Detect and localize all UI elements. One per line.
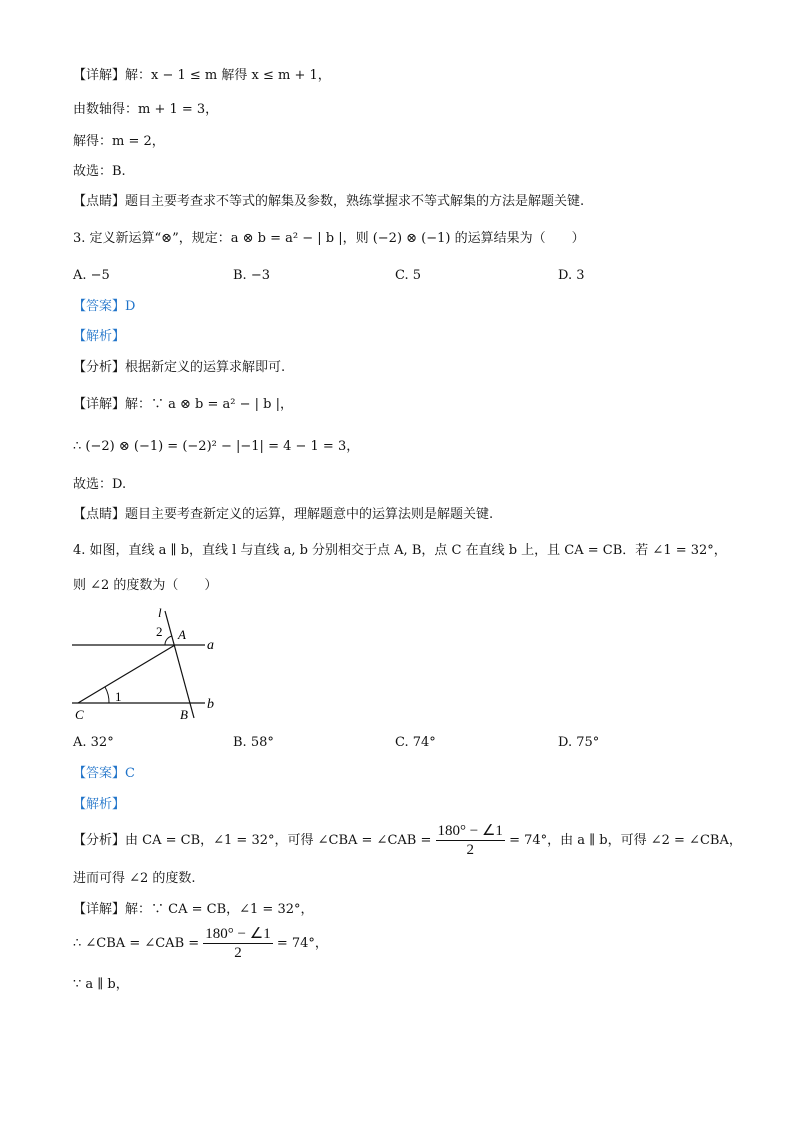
choice-line-3: 故选：D. [73,477,127,492]
detail-line-4: 【详解】解：∵ CA = CB，∠1 = 32°， [73,902,314,917]
parallel-line-4: ∵ a ∥ b， [73,977,129,992]
angle-1-arc [105,687,109,703]
label-1: 1 [115,689,122,704]
q4-option-a: A. 32° [73,735,114,750]
q4-option-b: B. 58° [233,735,274,750]
fraction-angle-2 [203,925,272,962]
label-b: b [207,697,214,712]
answer-tag-4: 【答案】C [73,766,135,781]
text-line-solve: 解得：m = 2， [73,134,165,149]
segment-ca [78,645,175,703]
q4-option-d: D. 75° [558,735,600,750]
question-4-cont: 则 ∠2 的度数为（ ） [73,578,218,593]
analysis-tag-4: 【解析】 [73,797,126,812]
analysis-line-4 [73,822,742,859]
text-line-choice: 故选：B. [73,164,126,179]
fraction-denominator: 2 [466,842,474,858]
compute-4-part2: = 74°， [276,936,328,951]
q3-option-b: B. −3 [233,268,270,283]
label-A: A [178,627,186,642]
angle-2-arc [165,636,172,645]
question-4: 4. 如图，直线 a ∥ b，直线 l 与直线 a, b 分别相交于点 A, B，点 C 在直线 b 上，且 CA = CB．若 ∠1 = 32°， [73,543,727,558]
answer-tag-3: 【答案】D [73,299,136,314]
compute-line-4 [73,925,328,962]
q3-option-a: A. −5 [73,268,110,283]
fraction-angle [436,822,505,859]
text-line-numberline: 由数轴得：m + 1 = 3， [73,102,219,117]
q3-option-c: C. 5 [395,268,422,283]
q4-option-c: C. 74° [395,735,436,750]
q3-option-d: D. 3 [558,268,585,283]
fraction-numerator: 180° − ∠1 [437,823,503,839]
question-3: 3. 定义新运算“⊗”，规定：a ⊗ b = a² − | b |，则 (−2) ⊗ (−1) 的运算结果为（ ） [73,231,585,246]
fraction-denominator-2: 2 [234,945,242,961]
analysis-line-4-cont: 进而可得 ∠2 的度数. [73,871,196,886]
analysis-tag-3: 【解析】 [73,329,126,344]
comment-line-1: 【点睛】题目主要考查求不等式的解集及参数，熟练掌握求不等式解集的方法是解题关键. [73,194,585,209]
analysis-4-part2: = 74°，由 a ∥ b，可得 ∠2 = ∠CBA， [509,833,742,848]
compute-4-part1: ∴ ∠CBA = ∠CAB = [73,936,200,951]
detail-line-1: 【详解】解：x − 1 ≤ m 解得 x ≤ m + 1， [73,68,331,83]
detail-line-3: 【详解】解：∵ a ⊗ b = a² − | b |， [73,397,293,412]
label-C: C [75,707,84,722]
label-B: B [180,707,188,722]
label-l: l [158,605,162,620]
compute-line-3: ∴ (−2) ⊗ (−1) = (−2)² − |−1| = 4 − 1 = 3， [73,439,360,454]
comment-line-3: 【点睛】题目主要考查新定义的运算，理解题意中的运算法则是解题关键. [73,507,494,522]
label-2: 2 [156,624,163,639]
fraction-numerator-2: 180° − ∠1 [205,926,271,942]
geometry-figure [70,603,230,725]
analysis-line-3: 【分析】根据新定义的运算求解即可. [73,360,286,375]
analysis-4-part1: 【分析】由 CA = CB，∠1 = 32°，可得 ∠CBA = ∠CAB = [73,833,432,848]
label-a: a [207,638,214,653]
